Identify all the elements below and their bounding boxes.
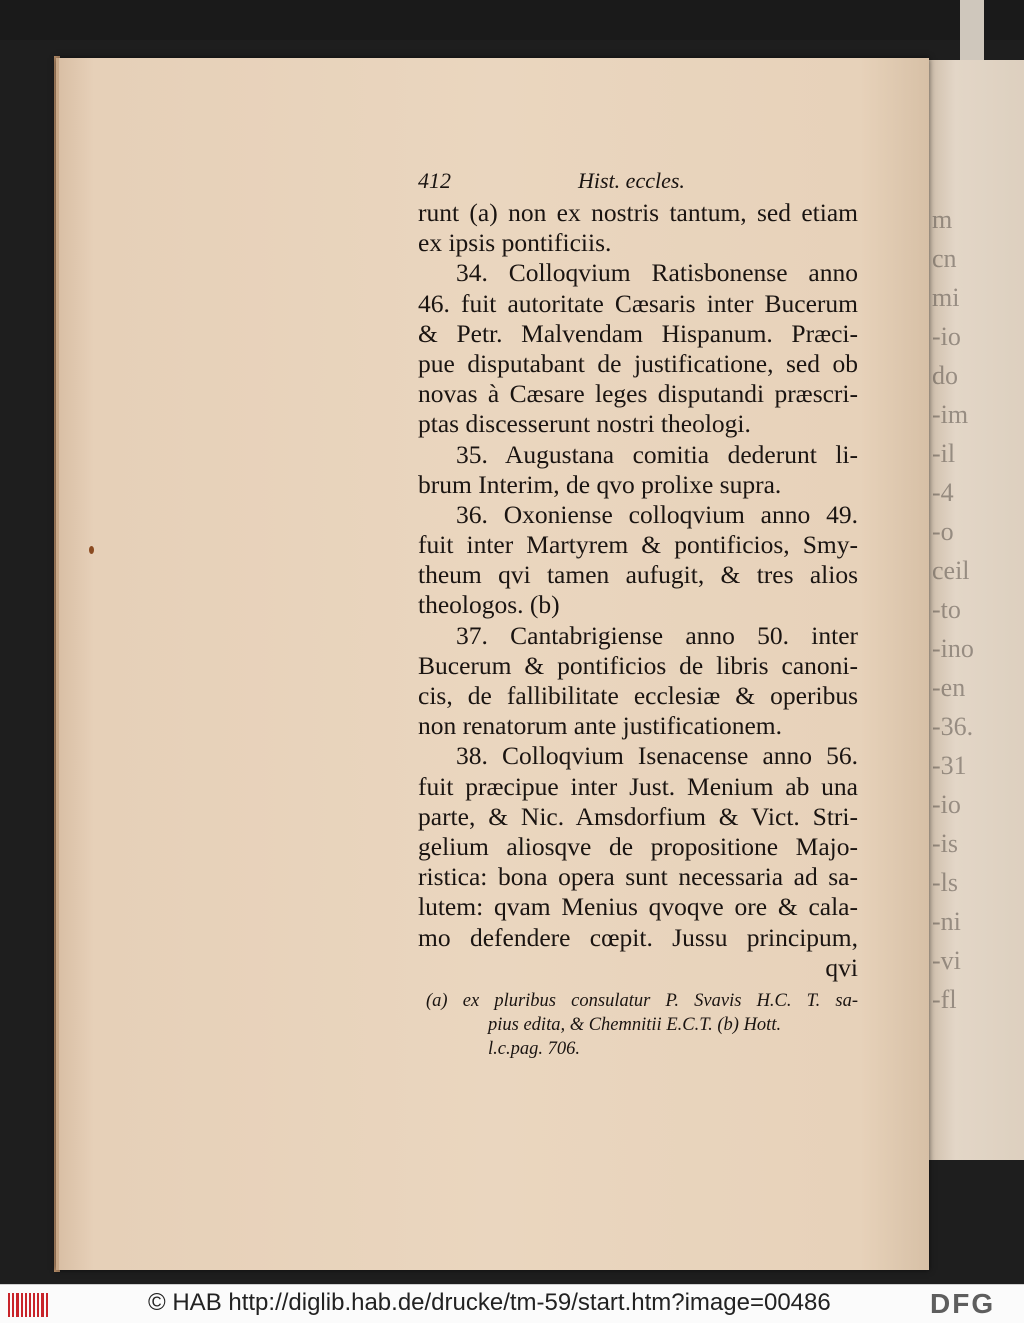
show-through-text: mi (932, 283, 960, 312)
text-line: non renatorum ante justificationem. (418, 711, 782, 741)
show-through-text: -vi (932, 946, 961, 975)
text-line: theum qvi tamen aufugit, & tres alios (418, 560, 858, 590)
show-through-text: -4 (932, 478, 954, 507)
show-through-text: m (932, 205, 953, 234)
text-line: 38. Colloqvium Isenacense anno 56. (456, 741, 858, 771)
text-line: 34. Colloqvium Ratisbonense anno (456, 258, 858, 288)
catchword: qvi (825, 952, 858, 982)
page-text (418, 168, 858, 1061)
text-line: ristica: bona opera sunt necessaria ad sa- (418, 862, 858, 892)
show-through-text: -io (932, 790, 961, 819)
show-through-text: -ino (932, 634, 974, 663)
show-through-text: -fl (932, 985, 957, 1014)
footnotes (418, 989, 858, 1061)
ink-mark (89, 546, 94, 554)
text-line: 35. Augustana comitia dederunt li- (456, 439, 858, 469)
text-line: cis, de fallibilitate ecclesiæ & operibus (418, 681, 858, 710)
body-text (418, 198, 858, 983)
scanner-background (0, 0, 1024, 40)
text-line: & Petr. Malvendam Hispanum. Præci- (418, 318, 858, 348)
footnote-line: pius edita, & Chemnitii E.C.T. (b) Hott. (488, 1014, 782, 1035)
page-number: 412 (418, 168, 451, 193)
text-line: parte, & Nic. Amsdorfium & Vict. Stri- (418, 801, 858, 831)
text-line: theologos. (b) (418, 590, 560, 620)
show-through-text: -en (932, 673, 966, 702)
running-head (418, 168, 858, 198)
copyright-link[interactable]: © HAB http://diglib.hab.de/drucke/tm-59/start.htm?image=00486 (148, 1289, 831, 1316)
text-line: lutem: qvam Menius qvoqve ore & cala- (418, 892, 858, 922)
show-through-text: -31 (932, 751, 967, 780)
text-line: 36. Oxoniense colloqvium anno 49. (456, 499, 858, 529)
show-through-text: cn (932, 244, 957, 273)
show-through-text: -il (932, 439, 956, 468)
running-title: Hist. eccles. (578, 168, 685, 193)
show-through-text: ceil (932, 556, 970, 585)
text-line: Bucerum & pontificios de libris canoni- (418, 650, 858, 680)
text-line: gelium aliosqve de propositione Majo- (418, 831, 858, 861)
text-line: runt (a) non ex nostris tantum, sed etiam (418, 198, 858, 227)
text-line: novas à Cæsare leges disputandi præscri- (418, 379, 858, 409)
text-line: fuit inter Martyrem & pontificios, Smy- (418, 530, 858, 560)
text-line: ptas discesserunt nostri theologi. (418, 409, 751, 439)
viewer-footer (0, 1284, 1024, 1323)
text-line: 37. Cantabrigiense anno 50. inter (456, 620, 858, 650)
show-through-text: -im (932, 400, 969, 429)
show-through-text: do (932, 361, 958, 390)
text-line: ex ipsis pontificiis. (418, 228, 612, 258)
show-through-text: -ls (932, 868, 958, 897)
footnote-line: (a) ex pluribus consulatur P. Svavis H.C. T. sa- (426, 990, 858, 1011)
show-through-text: -is (932, 829, 958, 858)
show-through-text: -ni (932, 907, 961, 936)
show-through-text: -io (932, 322, 961, 351)
footnote-line: l.c.pag. 706. (488, 1038, 580, 1059)
text-line: fuit præcipue inter Just. Menium ab una (418, 771, 858, 801)
text-line: mo defendere cœpit. Jussu principum, (418, 922, 858, 952)
show-through-text: -o (932, 517, 954, 546)
facing-page-edge (926, 60, 1024, 1160)
hab-barcode-icon (8, 1293, 48, 1317)
show-through-text: -36. (932, 712, 974, 741)
dfg-logo: DFG (930, 1288, 996, 1319)
text-line: 46. fuit autoritate Cæsaris inter Bucerum (418, 288, 858, 318)
show-through-text: -to (932, 595, 961, 624)
text-line: brum Interim, de qvo prolixe supra. (418, 469, 782, 499)
text-line: pue disputabant de justificatione, sed ob (418, 348, 858, 378)
page-clip (960, 0, 984, 60)
